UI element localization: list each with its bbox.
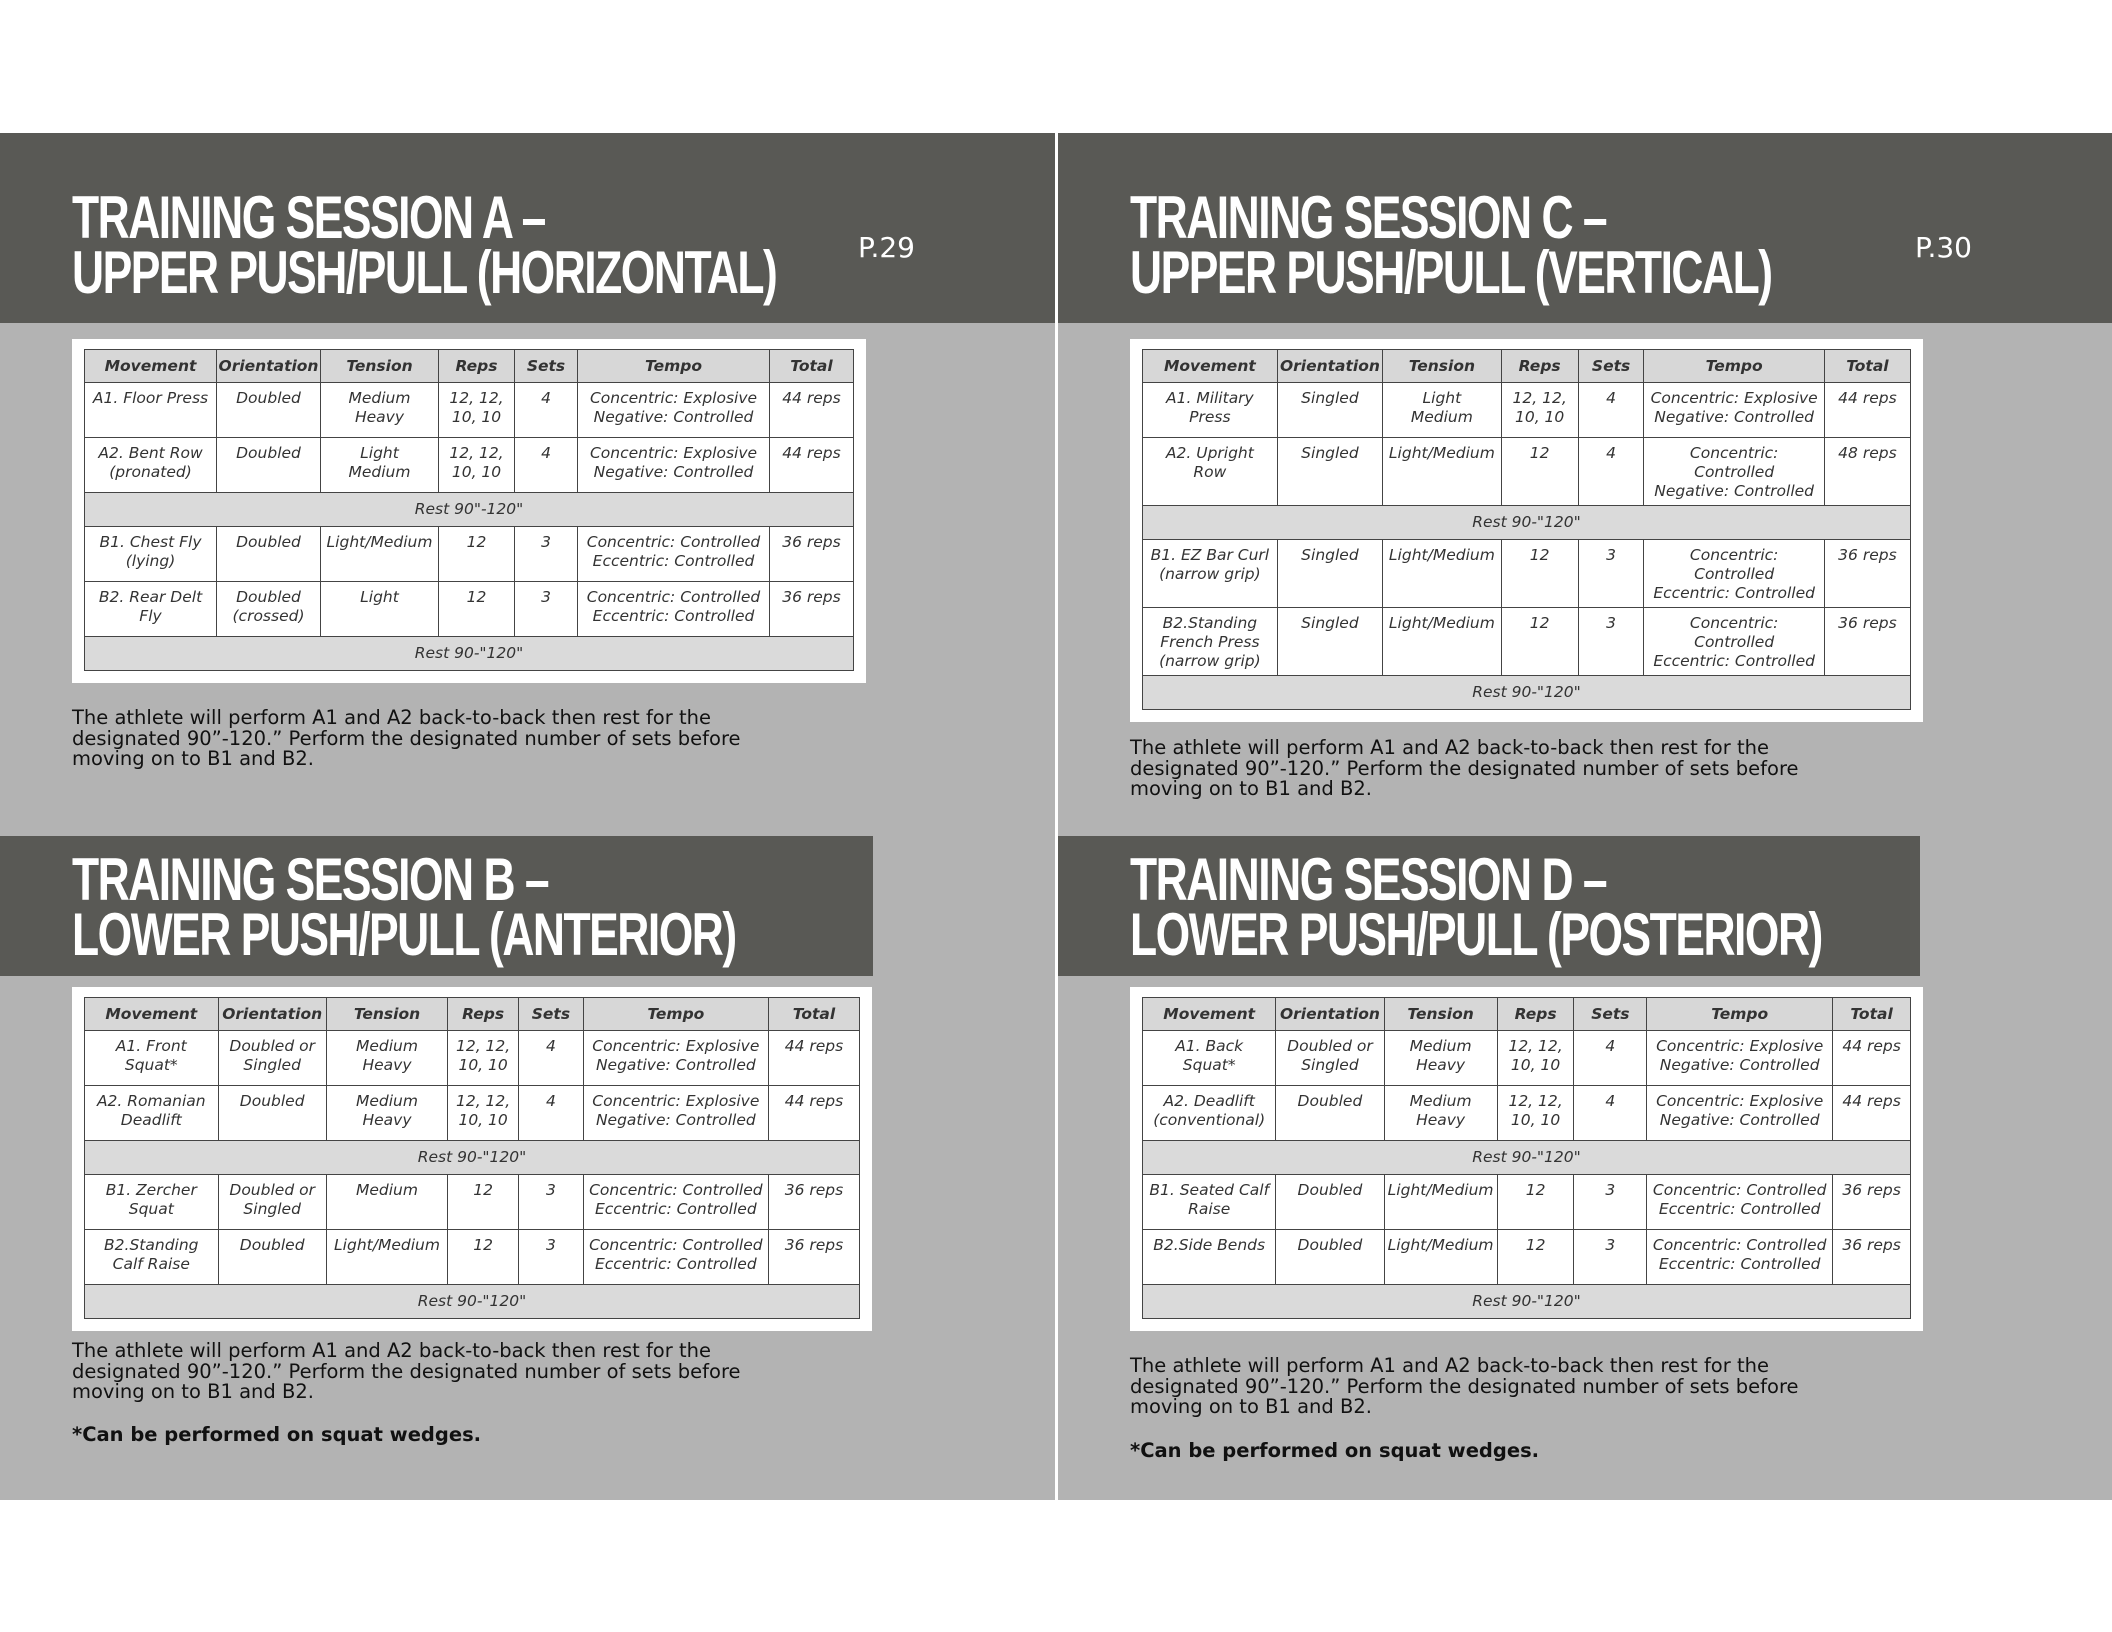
sets-cell: 3 — [515, 582, 578, 637]
session-c-table-card — [1130, 339, 1923, 722]
table-row — [85, 582, 854, 637]
reps-cell: 12, 12, 10, 10 — [1497, 1086, 1574, 1141]
session-a-title — [72, 184, 777, 306]
sets-cell: 3 — [519, 1175, 584, 1230]
tension-cell: Medium Heavy — [1384, 1086, 1497, 1141]
sets-cell: 4 — [1574, 1086, 1647, 1141]
session-a-table — [84, 349, 854, 671]
column-header-tempo: Tempo — [583, 998, 768, 1031]
sets-cell: 4 — [1578, 383, 1644, 438]
session-d-title — [1130, 846, 1822, 968]
reps-cell: 12 — [1497, 1230, 1574, 1285]
orientation-cell: Doubled (crossed) — [217, 582, 321, 637]
reps-cell: 12 — [1497, 1175, 1574, 1230]
table-row — [1143, 608, 1911, 676]
tension-cell: Light/Medium — [1383, 438, 1502, 506]
sets-cell: 3 — [1574, 1175, 1647, 1230]
session-b-banner — [0, 836, 873, 976]
tempo-cell: Concentric: Controlled Eccentric: Controlled — [583, 1230, 768, 1285]
sets-cell: 4 — [519, 1031, 584, 1086]
tension-cell: Medium Heavy — [321, 383, 439, 438]
total-cell: 44 reps — [770, 383, 854, 438]
table-row — [1143, 383, 1911, 438]
session-c-banner — [1058, 133, 2112, 323]
session-a-title-line2: UPPER PUSH/PULL (HORIZONTAL) — [72, 239, 777, 306]
tempo-cell: Concentric: Controlled Eccentric: Controlled — [578, 527, 770, 582]
table-row — [85, 1086, 860, 1141]
total-cell: 44 reps — [1833, 1031, 1911, 1086]
rest-cell: Rest 90-"120" — [1143, 506, 1911, 540]
column-header-sets: Sets — [1578, 350, 1644, 383]
reps-cell: 12 — [448, 1175, 519, 1230]
table-row — [1143, 438, 1911, 506]
total-cell: 44 reps — [1833, 1086, 1911, 1141]
reps-cell: 12 — [1501, 608, 1578, 676]
total-cell: 48 reps — [1824, 438, 1910, 506]
rest-cell: Rest 90-"120" — [1143, 676, 1911, 710]
table-header-row — [1143, 998, 1911, 1031]
session-c-title-line1: TRAINING SESSION C – — [1130, 184, 1607, 251]
reps-cell: 12, 12, 10, 10 — [448, 1031, 519, 1086]
movement-cell: B2.Standing Calf Raise — [85, 1230, 219, 1285]
rest-cell: Rest 90"-120" — [85, 493, 854, 527]
rest-row — [1143, 1141, 1911, 1175]
column-header-tempo: Tempo — [1644, 350, 1824, 383]
orientation-cell: Doubled — [217, 383, 321, 438]
tempo-cell: Concentric: Explosive Negative: Controlled — [578, 438, 770, 493]
sets-cell: 4 — [515, 438, 578, 493]
session-d-note: *Can be performed on squat wedges. — [1130, 1439, 1540, 1462]
table-row — [85, 1031, 860, 1086]
rest-cell: Rest 90-"120" — [85, 1141, 860, 1175]
total-cell: 36 reps — [768, 1175, 859, 1230]
rest-row — [1143, 506, 1911, 540]
orientation-cell: Doubled — [217, 438, 321, 493]
column-header-sets: Sets — [519, 998, 584, 1031]
column-header-tension: Tension — [321, 350, 439, 383]
session-a-title-line1: TRAINING SESSION A – — [72, 184, 545, 251]
tempo-cell: Concentric: Explosive Negative: Controlled — [1647, 1031, 1833, 1086]
orientation-cell: Doubled — [1276, 1230, 1384, 1285]
table-row — [85, 1230, 860, 1285]
session-b-title-line2: LOWER PUSH/PULL (ANTERIOR) — [72, 901, 736, 968]
orientation-cell: Doubled — [217, 527, 321, 582]
total-cell: 36 reps — [1833, 1230, 1911, 1285]
session-b-note: *Can be performed on squat wedges. — [72, 1423, 482, 1446]
sets-cell: 4 — [1578, 438, 1644, 506]
total-cell: 36 reps — [1824, 608, 1910, 676]
sets-cell: 3 — [1574, 1230, 1647, 1285]
session-b-title — [72, 846, 736, 968]
column-header-movement: Movement — [1143, 998, 1276, 1031]
orientation-cell: Doubled — [218, 1086, 326, 1141]
column-header-tempo: Tempo — [1647, 998, 1833, 1031]
tempo-cell: Concentric: Explosive Negative: Controlled — [578, 383, 770, 438]
total-cell: 36 reps — [768, 1230, 859, 1285]
session-a-table-card — [72, 339, 866, 683]
orientation-cell: Doubled — [218, 1230, 326, 1285]
reps-cell: 12, 12, 10, 10 — [439, 438, 515, 493]
orientation-cell: Singled — [1277, 438, 1382, 506]
movement-cell: A1. Front Squat* — [85, 1031, 219, 1086]
tempo-cell: Concentric: Controlled Eccentric: Controlled — [1647, 1175, 1833, 1230]
orientation-cell: Singled — [1277, 383, 1382, 438]
total-cell: 44 reps — [768, 1031, 859, 1086]
tension-cell: Medium Heavy — [326, 1031, 447, 1086]
table-header-row — [85, 350, 854, 383]
reps-cell: 12, 12, 10, 10 — [1497, 1031, 1574, 1086]
sets-cell: 3 — [1578, 540, 1644, 608]
tempo-cell: Concentric: Explosive Negative: Controlled — [1644, 383, 1824, 438]
tension-cell: Light — [321, 582, 439, 637]
reps-cell: 12 — [439, 582, 515, 637]
tempo-cell: Concentric: Explosive Negative: Controlled — [583, 1031, 768, 1086]
tempo-cell: Concentric: Controlled Eccentric: Controlled — [583, 1175, 768, 1230]
movement-cell: B1. EZ Bar Curl (narrow grip) — [1143, 540, 1278, 608]
total-cell: 36 reps — [1824, 540, 1910, 608]
tension-cell: Light Medium — [1383, 383, 1502, 438]
movement-cell: B2.Side Bends — [1143, 1230, 1276, 1285]
page-left — [0, 133, 1055, 1500]
session-d-table-card — [1130, 987, 1923, 1331]
session-b-table-card — [72, 987, 872, 1331]
tension-cell: Light/Medium — [1384, 1175, 1497, 1230]
tempo-cell: Concentric: Explosive Negative: Controlled — [583, 1086, 768, 1141]
reps-cell: 12, 12, 10, 10 — [1501, 383, 1578, 438]
tension-cell: Medium Heavy — [1384, 1031, 1497, 1086]
table-row — [85, 438, 854, 493]
tension-cell: Light/Medium — [1383, 608, 1502, 676]
session-c-description: The athlete will perform A1 and A2 back-to-back then rest for the designated 90”-120.” Perform the designated number of sets before moving on to B1 and B2. — [1130, 736, 1799, 800]
column-header-sets: Sets — [515, 350, 578, 383]
column-header-tension: Tension — [1383, 350, 1502, 383]
rest-cell: Rest 90-"120" — [1143, 1285, 1911, 1319]
reps-cell: 12 — [1501, 540, 1578, 608]
column-header-reps: Reps — [1497, 998, 1574, 1031]
column-header-total: Total — [770, 350, 854, 383]
table-row — [1143, 540, 1911, 608]
page-number: P.30 — [1914, 231, 1972, 264]
tempo-cell: Concentric: Explosive Negative: Controlled — [1647, 1086, 1833, 1141]
movement-cell: A2. Deadlift (conventional) — [1143, 1086, 1276, 1141]
column-header-movement: Movement — [1143, 350, 1278, 383]
column-header-sets: Sets — [1574, 998, 1647, 1031]
rest-row — [85, 1141, 860, 1175]
rest-row — [1143, 676, 1911, 710]
movement-cell: A2. Bent Row (pronated) — [85, 438, 217, 493]
reps-cell: 12 — [1501, 438, 1578, 506]
orientation-cell: Doubled or Singled — [218, 1175, 326, 1230]
tension-cell: Light/Medium — [326, 1230, 447, 1285]
sets-cell: 3 — [1578, 608, 1644, 676]
movement-cell: A1. Back Squat* — [1143, 1031, 1276, 1086]
movement-cell: B2. Rear Delt Fly — [85, 582, 217, 637]
movement-cell: B1. Zercher Squat — [85, 1175, 219, 1230]
total-cell: 44 reps — [1824, 383, 1910, 438]
table-row — [1143, 1031, 1911, 1086]
movement-cell: A1. Military Press — [1143, 383, 1278, 438]
tension-cell: Light/Medium — [1383, 540, 1502, 608]
sets-cell: 3 — [519, 1230, 584, 1285]
column-header-orientation: Orientation — [1276, 998, 1384, 1031]
column-header-reps: Reps — [439, 350, 515, 383]
rest-row — [85, 637, 854, 671]
orientation-cell: Doubled — [1276, 1175, 1384, 1230]
table-row — [1143, 1230, 1911, 1285]
column-header-orientation: Orientation — [218, 998, 326, 1031]
total-cell: 36 reps — [770, 582, 854, 637]
column-header-tension: Tension — [1384, 998, 1497, 1031]
session-b-description: The athlete will perform A1 and A2 back-to-back then rest for the designated 90”-120.” Perform the designated number of sets before moving on to B1 and B2. — [72, 1339, 741, 1403]
column-header-total: Total — [1824, 350, 1910, 383]
session-c-title-line2: UPPER PUSH/PULL (VERTICAL) — [1130, 239, 1772, 306]
session-b-title-line1: TRAINING SESSION B – — [72, 846, 549, 913]
table-row — [85, 527, 854, 582]
total-cell: 36 reps — [770, 527, 854, 582]
tempo-cell: Concentric: Controlled Eccentric: Controlled — [1644, 540, 1824, 608]
tempo-cell: Concentric: Controlled Eccentric: Controlled — [1647, 1230, 1833, 1285]
orientation-cell: Singled — [1277, 608, 1382, 676]
column-header-orientation: Orientation — [217, 350, 321, 383]
session-c-table — [1142, 349, 1911, 710]
table-header-row — [1143, 350, 1911, 383]
reps-cell: 12, 12, 10, 10 — [439, 383, 515, 438]
column-header-total: Total — [1833, 998, 1911, 1031]
column-header-tempo: Tempo — [578, 350, 770, 383]
tension-cell: Light Medium — [321, 438, 439, 493]
session-b-table — [84, 997, 860, 1319]
session-d-title-line1: TRAINING SESSION D – — [1130, 846, 1607, 913]
movement-cell: A1. Floor Press — [85, 383, 217, 438]
orientation-cell: Doubled or Singled — [218, 1031, 326, 1086]
rest-row — [1143, 1285, 1911, 1319]
session-d-title-line2: LOWER PUSH/PULL (POSTERIOR) — [1130, 901, 1822, 968]
reps-cell: 12, 12, 10, 10 — [448, 1086, 519, 1141]
total-cell: 36 reps — [1833, 1175, 1911, 1230]
tension-cell: Light/Medium — [1384, 1230, 1497, 1285]
tempo-cell: Concentric: Controlled Negative: Controlled — [1644, 438, 1824, 506]
page-number: P.29 — [857, 231, 915, 264]
rest-cell: Rest 90-"120" — [85, 1285, 860, 1319]
rest-row — [85, 493, 854, 527]
reps-cell: 12 — [439, 527, 515, 582]
rest-cell: Rest 90-"120" — [85, 637, 854, 671]
rest-cell: Rest 90-"120" — [1143, 1141, 1911, 1175]
orientation-cell: Doubled or Singled — [1276, 1031, 1384, 1086]
table-row — [85, 383, 854, 438]
tension-cell: Medium — [326, 1175, 447, 1230]
table-row — [85, 1175, 860, 1230]
session-a-description: The athlete will perform A1 and A2 back-to-back then rest for the designated 90”-120.” Perform the designated number of sets before moving on to B1 and B2. — [72, 706, 741, 770]
column-header-tension: Tension — [326, 998, 447, 1031]
session-a-banner — [0, 133, 1055, 323]
total-cell: 44 reps — [768, 1086, 859, 1141]
tempo-cell: Concentric: Controlled Eccentric: Controlled — [1644, 608, 1824, 676]
sets-cell: 4 — [519, 1086, 584, 1141]
sets-cell: 4 — [1574, 1031, 1647, 1086]
table-row — [1143, 1086, 1911, 1141]
page-right — [1058, 133, 2112, 1500]
total-cell: 44 reps — [770, 438, 854, 493]
sets-cell: 3 — [515, 527, 578, 582]
orientation-cell: Singled — [1277, 540, 1382, 608]
rest-row — [85, 1285, 860, 1319]
table-row — [1143, 1175, 1911, 1230]
tension-cell: Light/Medium — [321, 527, 439, 582]
sets-cell: 4 — [515, 383, 578, 438]
movement-cell: B1. Chest Fly (lying) — [85, 527, 217, 582]
movement-cell: A2. Romanian Deadlift — [85, 1086, 219, 1141]
column-header-movement: Movement — [85, 998, 219, 1031]
session-c-title — [1130, 184, 1772, 306]
movement-cell: A2. Upright Row — [1143, 438, 1278, 506]
tension-cell: Medium Heavy — [326, 1086, 447, 1141]
column-header-total: Total — [768, 998, 859, 1031]
column-header-reps: Reps — [448, 998, 519, 1031]
movement-cell: B1. Seated Calf Raise — [1143, 1175, 1276, 1230]
column-header-movement: Movement — [85, 350, 217, 383]
orientation-cell: Doubled — [1276, 1086, 1384, 1141]
session-d-description: The athlete will perform A1 and A2 back-to-back then rest for the designated 90”-120.” Perform the designated number of sets before moving on to B1 and B2. — [1130, 1354, 1799, 1418]
table-header-row — [85, 998, 860, 1031]
tempo-cell: Concentric: Controlled Eccentric: Controlled — [578, 582, 770, 637]
session-d-table — [1142, 997, 1911, 1319]
reps-cell: 12 — [448, 1230, 519, 1285]
column-header-reps: Reps — [1501, 350, 1578, 383]
movement-cell: B2.Standing French Press (narrow grip) — [1143, 608, 1278, 676]
session-d-banner — [1058, 836, 1920, 976]
column-header-orientation: Orientation — [1277, 350, 1382, 383]
